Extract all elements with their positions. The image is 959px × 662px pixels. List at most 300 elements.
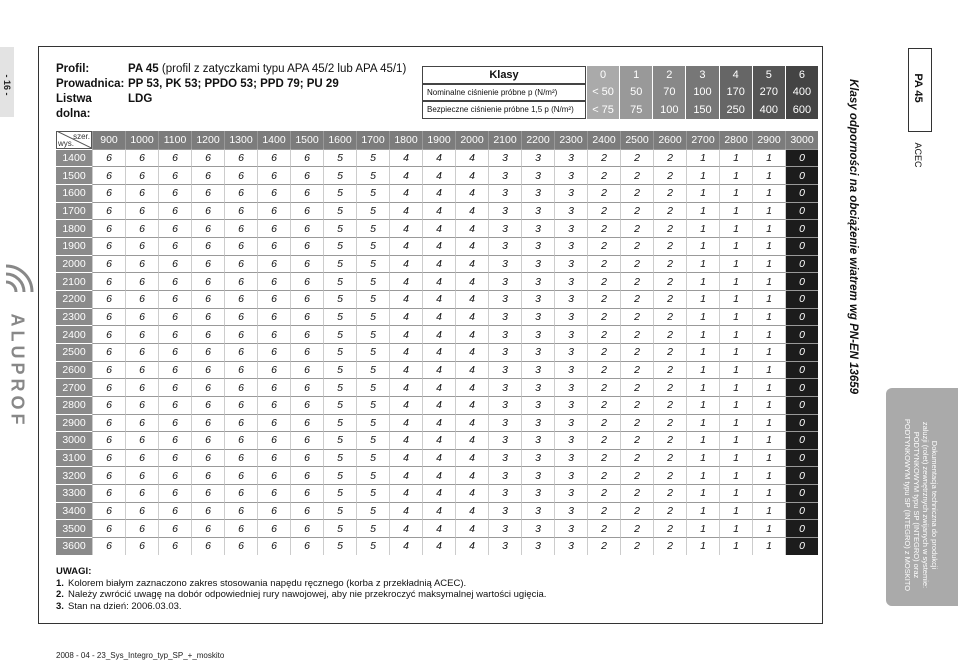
class-cell: 3 [488,414,521,432]
class-cell: 2 [620,184,653,202]
klasy-table [422,66,818,119]
class-cell: 0 [785,537,818,555]
class-cell: 6 [158,166,191,184]
class-cell: 3 [521,537,554,555]
class-cell: 5 [323,378,356,396]
class-cell: 3 [488,484,521,502]
listwa-value: LDG [128,93,153,105]
class-cell: 1 [719,449,752,467]
class-cell: 1 [686,484,719,502]
width-header: 1700 [356,131,389,149]
prowadnica-value: PP 53, PK 53; PPDO 53; PPD 79; PU 29 [128,78,339,90]
width-header: 3000 [785,131,818,149]
class-cell: 4 [422,219,455,237]
note-item [56,578,546,590]
class-cell: 4 [422,484,455,502]
class-cell: 3 [685,66,718,84]
class-cell: 5 [323,237,356,255]
class-cell: 1 [686,449,719,467]
width-header: 1200 [191,131,224,149]
class-cell: 2 [587,484,620,502]
class-cell: 0 [785,484,818,502]
class-cell: 3 [488,396,521,414]
class-cell: 3 [554,325,587,343]
class-cell: 5 [356,237,389,255]
class-cell: 5 [323,308,356,326]
class-cell: 6 [257,449,290,467]
class-cell: 6 [158,537,191,555]
class-cell: 2 [587,219,620,237]
class-cell: 2 [587,414,620,432]
height-header: 2000 [56,255,92,273]
class-cell: 0 [785,219,818,237]
width-header: 1100 [158,131,191,149]
class-cell: 0 [785,414,818,432]
class-cell: 3 [554,166,587,184]
class-cell: 4 [455,149,488,167]
class-cell: 4 [389,255,422,273]
class-cell: 1 [686,361,719,379]
class-cell: 4 [389,272,422,290]
class-cell: 0 [785,519,818,537]
height-header: 2100 [56,272,92,290]
nominal-cell: 50 [619,84,652,102]
class-cell: 6 [158,290,191,308]
class-cell: 5 [356,255,389,273]
class-cell: 6 [224,255,257,273]
class-cell: 1 [752,308,785,326]
width-header: 1900 [422,131,455,149]
class-cell: 4 [422,290,455,308]
class-cell: 5 [356,502,389,520]
class-cell: 2 [587,272,620,290]
class-cell: 6 [92,396,125,414]
class-cell: 0 [785,396,818,414]
class-cell: 1 [719,272,752,290]
class-cell: 5 [323,519,356,537]
class-cell: 3 [554,484,587,502]
class-cell: 1 [719,308,752,326]
class-cell: 1 [752,502,785,520]
class-cell: 0 [785,343,818,361]
class-cell: 3 [488,290,521,308]
class-cell: 6 [257,237,290,255]
height-header: 2800 [56,396,92,414]
class-cell: 6 [92,343,125,361]
note-text: Stan na dzień: 2006.03.03. [68,600,182,612]
width-header: 2100 [488,131,521,149]
note-text: Należy zwrócić uwagę na dobór odpowiedniej rury nawojowej, aby nie przekroczyć maksymalnej wartości ugięcia. [68,589,547,600]
class-cell: 6 [224,237,257,255]
note-number: 3. [56,600,64,612]
class-cell: 6 [257,272,290,290]
class-cell: 6 [158,484,191,502]
class-cell: 1 [719,255,752,273]
class-cell: 2 [620,519,653,537]
class-cell: 4 [455,272,488,290]
class-cell: 5 [356,466,389,484]
nominal-cell: 70 [652,84,685,102]
class-cell: 2 [653,519,686,537]
class-cell: 5 [356,219,389,237]
class-cell: 6 [290,431,323,449]
class-cell: 2 [587,396,620,414]
width-header: 2300 [554,131,587,149]
class-cell: 6 [125,149,158,167]
class-cell: 1 [686,290,719,308]
class-cell: 1 [752,396,785,414]
class-cell: 5 [323,325,356,343]
class-cell: 6 [257,184,290,202]
class-cell: 1 [686,219,719,237]
class-cell: 2 [620,255,653,273]
class-cell: 0 [785,449,818,467]
nominal-label: Nominalne ciśnienie próbne p (N/m²) [422,84,586,102]
corner-wys: wys. [58,138,74,148]
class-cell: 4 [455,343,488,361]
class-cell: 5 [356,272,389,290]
class-cell: 6 [125,502,158,520]
class-cell: 6 [224,537,257,555]
class-cell: 3 [521,149,554,167]
class-cell: 6 [125,378,158,396]
header-info [56,62,406,122]
class-cell: 4 [455,431,488,449]
class-cell: 6 [191,219,224,237]
class-cell: 4 [422,414,455,432]
class-cell: 5 [323,431,356,449]
class-cell: 3 [488,343,521,361]
class-cell: 2 [653,466,686,484]
class-cell: 5 [356,431,389,449]
class-cell: 4 [455,166,488,184]
listwa-label: Listwa dolna: [56,93,92,120]
class-cell: 4 [455,290,488,308]
class-cell: 3 [554,449,587,467]
class-cell: 6 [257,361,290,379]
class-cell: 4 [389,184,422,202]
class-cell: 0 [785,237,818,255]
class-cell: 4 [389,537,422,555]
class-cell: 6 [290,149,323,167]
class-cell: 1 [719,431,752,449]
class-cell: 6 [290,414,323,432]
class-cell: 6 [158,255,191,273]
table-row [56,202,818,220]
class-cell: 6 [158,378,191,396]
height-header: 1600 [56,184,92,202]
class-cell: 6 [224,502,257,520]
class-cell: 3 [554,396,587,414]
class-cell: 6 [158,219,191,237]
class-cell: 6 [290,219,323,237]
class-cell: 3 [521,343,554,361]
class-cell: 5 [323,184,356,202]
class-cell: 2 [620,325,653,343]
class-cell: 1 [686,255,719,273]
class-cell: 5 [323,414,356,432]
class-cell: 1 [719,484,752,502]
class-cell: 5 [323,149,356,167]
class-cell: 6 [224,519,257,537]
class-cell: 1 [752,272,785,290]
class-cell: 6 [290,237,323,255]
class-cell: 3 [488,237,521,255]
safe-cell: 150 [685,101,718,119]
table-row [56,519,818,537]
class-cell: 6 [125,184,158,202]
class-cell: 3 [521,166,554,184]
safe-cell: 100 [652,101,685,119]
class-cell: 3 [488,466,521,484]
class-cell: 2 [653,396,686,414]
class-cell: 3 [521,431,554,449]
class-cell: 1 [752,149,785,167]
table-row [56,449,818,467]
class-cell: 6 [158,361,191,379]
class-cell: 6 [224,361,257,379]
class-cell: 6 [224,149,257,167]
class-cell: 4 [389,431,422,449]
class-cell: 4 [455,308,488,326]
class-cell: 1 [619,66,652,84]
class-cell: 3 [488,431,521,449]
class-cell: 6 [257,502,290,520]
class-cell: 2 [653,308,686,326]
class-cell: 4 [455,219,488,237]
class-cell: 6 [290,502,323,520]
class-cell: 3 [554,414,587,432]
class-cell: 5 [356,519,389,537]
class-cell: 3 [554,184,587,202]
notes [56,566,546,612]
note-text: Kolorem białym zaznaczono zakres stosowania napędu ręcznego (korba z przekładnią ACEC). [68,577,467,589]
class-cell: 1 [686,502,719,520]
class-cell: 6 [290,484,323,502]
class-cell: 1 [686,149,719,167]
class-cell: 6 [158,502,191,520]
class-cell: 4 [422,502,455,520]
nominal-cell: 400 [785,84,818,102]
class-cell: 5 [356,149,389,167]
class-cell: 4 [389,484,422,502]
class-cell: 3 [488,519,521,537]
class-cell: 1 [719,378,752,396]
class-cell: 1 [752,255,785,273]
class-cell: 2 [653,414,686,432]
class-cell: 5 [752,66,785,84]
class-cell: 0 [586,66,619,84]
class-cell: 4 [455,255,488,273]
class-cell: 5 [356,290,389,308]
class-cell: 6 [224,396,257,414]
class-cell: 6 [257,325,290,343]
class-cell: 6 [191,272,224,290]
class-cell: 6 [191,325,224,343]
class-cell: 4 [455,502,488,520]
class-cell: 2 [587,290,620,308]
class-cell: 0 [785,502,818,520]
class-cell: 1 [719,537,752,555]
class-cell: 4 [455,202,488,220]
class-cell: 4 [422,519,455,537]
class-cell: 0 [785,431,818,449]
class-cell: 5 [323,449,356,467]
class-cell: 3 [521,378,554,396]
klasy-title: Klasy [422,66,586,84]
class-cell: 2 [620,502,653,520]
width-header: 2700 [686,131,719,149]
class-cell: 2 [653,361,686,379]
class-cell: 6 [257,255,290,273]
class-cell: 6 [257,537,290,555]
class-cell: 6 [158,449,191,467]
class-cell: 3 [521,272,554,290]
class-cell: 2 [653,431,686,449]
class-cell: 6 [158,325,191,343]
class-cell: 1 [686,519,719,537]
height-header: 3000 [56,431,92,449]
class-cell: 6 [257,166,290,184]
class-cell: 3 [521,502,554,520]
class-cell: 4 [422,255,455,273]
class-cell: 5 [356,166,389,184]
class-cell: 4 [422,537,455,555]
class-cell: 4 [389,325,422,343]
class-cell: 1 [752,184,785,202]
safe-cell: 250 [719,101,752,119]
class-cell: 6 [158,466,191,484]
class-cell: 2 [620,431,653,449]
class-cell: 6 [191,343,224,361]
class-cell: 6 [290,184,323,202]
class-cell: 6 [290,449,323,467]
class-cell: 1 [719,414,752,432]
class-cell: 6 [290,343,323,361]
class-cell: 3 [488,378,521,396]
class-cell: 2 [653,325,686,343]
class-cell: 0 [785,166,818,184]
class-cell: 6 [158,308,191,326]
class-cell: 2 [653,166,686,184]
class-cell: 6 [92,184,125,202]
class-cell: 0 [785,255,818,273]
class-cell: 2 [620,361,653,379]
table-row [56,166,818,184]
class-cell: 5 [323,202,356,220]
class-cell: 5 [356,414,389,432]
table-row [56,484,818,502]
class-cell: 5 [323,466,356,484]
safe-cell: 600 [785,101,818,119]
class-cell: 2 [653,255,686,273]
class-cell: 6 [224,325,257,343]
class-cell: 3 [521,325,554,343]
class-cell: 2 [652,66,685,84]
class-cell: 6 [290,378,323,396]
class-cell: 1 [719,202,752,220]
class-cell: 5 [323,166,356,184]
class-cell: 4 [422,396,455,414]
doc-line: PODTYNKOWYM typu SP (INTEGRO) z MOSKITO [903,418,912,592]
klasy-classes-row [586,66,818,84]
class-cell: 1 [719,343,752,361]
class-cell: 3 [521,466,554,484]
class-cell: 3 [488,184,521,202]
class-cell: 6 [290,308,323,326]
class-cell: 6 [257,343,290,361]
class-cell: 6 [125,219,158,237]
class-cell: 3 [521,414,554,432]
class-cell: 6 [257,431,290,449]
class-cell: 6 [257,202,290,220]
class-cell: 4 [422,449,455,467]
class-cell: 6 [257,378,290,396]
class-cell: 6 [92,308,125,326]
height-header: 2400 [56,325,92,343]
class-cell: 5 [323,361,356,379]
class-cell: 5 [356,378,389,396]
class-cell: 5 [356,484,389,502]
class-cell: 6 [224,466,257,484]
side-title: Klasy odporności na obciążenie wiatrem wg PN-EN 13659 [847,79,859,395]
class-cell: 2 [620,466,653,484]
class-cell: 6 [290,202,323,220]
class-cell: 6 [125,343,158,361]
class-cell: 2 [587,361,620,379]
class-cell: 2 [587,466,620,484]
class-cell: 6 [191,414,224,432]
class-cell: 0 [785,184,818,202]
class-cell: 1 [686,237,719,255]
class-cell: 4 [422,343,455,361]
class-cell: 3 [521,290,554,308]
class-cell: 4 [389,290,422,308]
class-cell: 4 [455,396,488,414]
class-cell: 5 [356,184,389,202]
class-cell: 1 [719,396,752,414]
safe-cell: 75 [619,101,652,119]
class-cell: 1 [752,202,785,220]
class-cell: 3 [554,519,587,537]
class-cell: 2 [653,537,686,555]
class-cell: 4 [389,361,422,379]
class-cell: 4 [389,466,422,484]
class-cell: 2 [620,414,653,432]
class-cell: 6 [191,431,224,449]
doc-line: zaluzji (rolet) zewnętrznych zwijanych w systemie: [921,421,930,589]
class-cell: 2 [653,184,686,202]
class-cell: 4 [422,184,455,202]
class-cell: 1 [752,361,785,379]
class-cell: 3 [521,361,554,379]
nominal-cell: < 50 [586,84,619,102]
corner-szer: szer. [73,132,90,141]
table-row [56,149,818,167]
width-header: 2200 [521,131,554,149]
class-cell: 1 [719,519,752,537]
class-cell: 6 [290,361,323,379]
class-cell: 2 [653,237,686,255]
class-cell: 2 [620,484,653,502]
class-cell: 2 [620,202,653,220]
class-cell: 3 [554,202,587,220]
class-cell: 3 [521,449,554,467]
class-cell: 6 [125,361,158,379]
class-cell: 6 [290,466,323,484]
class-cell: 1 [752,466,785,484]
class-cell: 6 [191,308,224,326]
